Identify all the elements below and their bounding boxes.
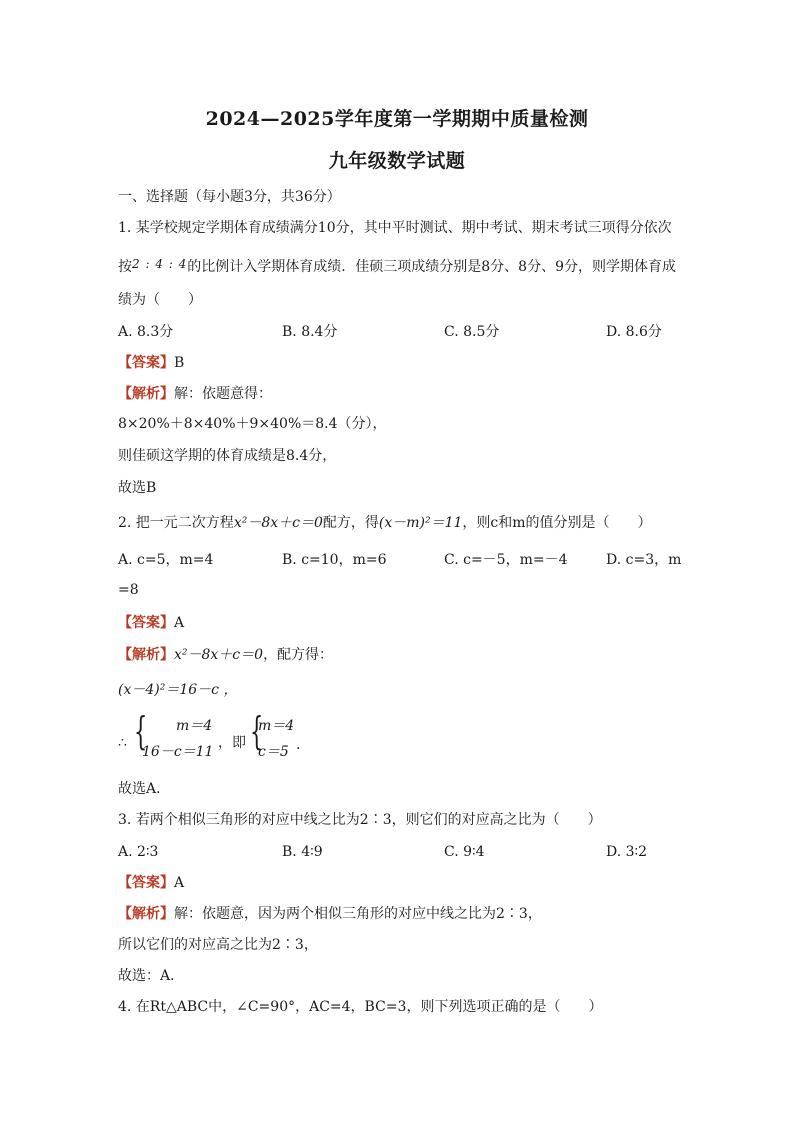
analysis-tag: 【解析】 xyxy=(118,906,174,922)
q1-stem-line2 xyxy=(118,254,676,277)
q2-period: . xyxy=(296,737,301,753)
q2-option-a: A. c=5，m=4 xyxy=(118,552,214,568)
q2-stem-pre: 2. 把一元二次方程 xyxy=(118,515,234,531)
q3-choice: 故选：A． xyxy=(118,968,185,984)
q1-stem-line3: 绩为（ ） xyxy=(118,292,202,308)
q2-stem xyxy=(118,513,652,533)
q1-answer xyxy=(118,353,184,373)
q3-answer-value: A xyxy=(174,875,185,891)
q1-analysis xyxy=(118,384,272,404)
q2-system2-eq2: c＝5 xyxy=(258,744,289,760)
q1-choice: 故选B xyxy=(118,480,157,496)
q2-completed-square: (x－m)²＝11 xyxy=(378,515,463,531)
q1-option-c: C. 8.5分 xyxy=(444,324,500,340)
q3-option-d: D. 3∶2 xyxy=(606,844,648,860)
q2-analysis-post: ，配方得： xyxy=(263,647,334,663)
left-brace-2: { xyxy=(250,709,264,753)
q3-option-c: C. 9∶4 xyxy=(444,844,485,860)
q3-option-a: A. 2∶3 xyxy=(118,844,159,860)
q3-analysis-text: 解：依题意，因为两个相似三角形的对应中线之比为2∶3， xyxy=(174,906,542,922)
q2-answer xyxy=(118,613,184,633)
q3-option-b: B. 4∶9 xyxy=(282,844,323,860)
q1-analysis-text: 解：依题意得： xyxy=(174,386,272,402)
q1-answer-value: B xyxy=(174,355,185,371)
q1-stem-pre: 按 xyxy=(118,259,132,275)
q1-option-b: B. 8.4分 xyxy=(282,324,338,340)
q2-answer-value: A xyxy=(174,615,185,631)
q2-system2-eq1: m＝4 xyxy=(258,718,295,734)
q1-stem-line1: 1. 某学校规定学期体育成绩满分10分，其中平时测试、期中考试、期末考试三项得分依次 xyxy=(118,220,672,236)
q2-option-d: D. c=3，m xyxy=(606,552,682,568)
q3-conclusion: 所以它们的对应高之比为2∶3， xyxy=(118,937,318,953)
q1-formula: 8×20%＋8×40%＋9×40%＝8.4（分）， xyxy=(118,416,387,432)
section-heading: 一、选择题（每小题3分，共36分） xyxy=(118,189,341,205)
therefore-symbol: ∴ xyxy=(118,735,127,751)
q3-stem: 3. 若两个相似三角形的对应中线之比为2∶3，则它们的对应高之比为（ ） xyxy=(118,812,602,828)
q2-choice: 故选A． xyxy=(118,781,171,797)
q2-ji: ，即 xyxy=(218,735,246,751)
q2-system1-eq2: 16－c＝11 xyxy=(142,744,214,760)
q2-stem-mid: 配方，得 xyxy=(322,515,379,531)
q2-option-b: B. c=10，m=6 xyxy=(282,552,387,568)
q2-analysis xyxy=(118,645,333,665)
answer-tag: 【答案】 xyxy=(118,615,174,631)
q2-option-d-wrap: =8 xyxy=(118,582,139,598)
q2-equation: x²－8x＋c＝0 xyxy=(233,515,323,531)
left-brace-1: { xyxy=(134,709,148,753)
q3-answer xyxy=(118,873,184,893)
q1-option-d: D. 8.6分 xyxy=(606,324,662,340)
q1-conclusion: 则佳硕这学期的体育成绩是8.4分， xyxy=(118,448,337,464)
exam-subtitle: 九年级数学试题 xyxy=(328,150,466,172)
exam-title: 2024—2025学年度第一学期期中质量检测 xyxy=(205,108,589,130)
analysis-tag: 【解析】 xyxy=(118,386,174,402)
q1-stem-post: 的比例计入学期体育成绩．佳硕三项成绩分别是8分、8分、9分，则学期体育成 xyxy=(187,259,676,275)
q2-stem-post: ，则c和m的值分别是（ ） xyxy=(462,515,652,531)
q2-system1-eq1: m＝4 xyxy=(176,718,213,734)
q3-analysis xyxy=(118,904,542,924)
q2-step: (x－4)²＝16－c ， xyxy=(118,682,238,698)
q4-stem: 4. 在Rt△ABC中，∠C=90°，AC=4，BC=3，则下列选项正确的是（ ） xyxy=(118,999,603,1015)
answer-tag: 【答案】 xyxy=(118,875,174,891)
analysis-tag: 【解析】 xyxy=(118,647,174,663)
q1-option-a: A. 8.3分 xyxy=(118,324,174,340)
answer-tag: 【答案】 xyxy=(118,355,174,371)
q2-analysis-equation: x²－8x＋c＝0 xyxy=(174,647,264,663)
q2-option-c: C. c=－5，m=－4 xyxy=(444,552,568,568)
q1-ratio: 2 : 4 : 4 xyxy=(132,257,188,271)
